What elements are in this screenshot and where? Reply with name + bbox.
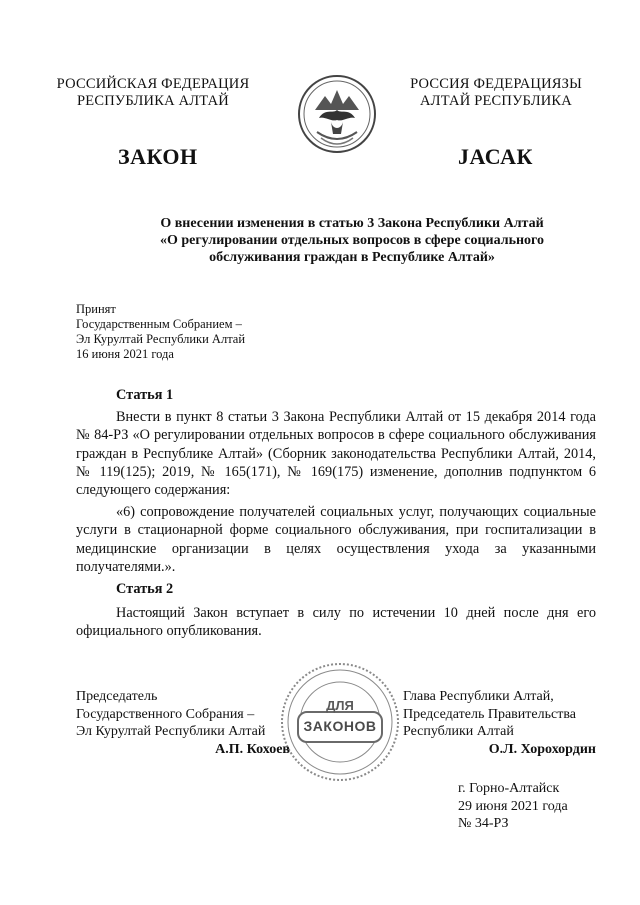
subject-line-3: обслуживания граждан в Республике Алтай»	[209, 250, 495, 265]
article-1-paragraph-2: «6) сопровождение получателей социальных услуг, получающих социальные услуги в стационарной форме социального обслуживания, при госпитализации в медицинские организации в целях осуществления ухода за указанными получателями.».	[76, 504, 596, 575]
adoption-line-3: Эл Курултай Республики Алтай	[76, 332, 246, 346]
footer-number: № 34-РЗ	[458, 816, 509, 831]
adoption-line-1: Принят	[76, 302, 116, 316]
subject-line-1: О внесении изменения в статью 3 Закона Республики Алтай	[160, 216, 544, 231]
stamp	[278, 660, 402, 784]
signature-left-line-1: Председатель	[76, 689, 158, 704]
article-2-paragraph-1: Настоящий Закон вступает в силу по истечении 10 дней после дня его официального опубликования.	[76, 605, 596, 640]
header-left-line-2: РЕСПУБЛИКА АЛТАЙ	[77, 93, 229, 109]
title-left: ЗАКОН	[118, 144, 198, 169]
signature-right	[403, 688, 596, 758]
coat-of-arms-emblem	[297, 74, 377, 154]
signature-left	[76, 688, 290, 758]
signature-left-line-3: Эл Курултай Республики Алтай	[76, 724, 266, 739]
stamp-text-top: ДЛЯ	[326, 698, 354, 713]
emblem-icon	[297, 74, 377, 154]
header-right	[398, 76, 594, 110]
footer-block	[458, 780, 608, 833]
signature-right-name: О.Л. Хорохордин	[488, 741, 596, 757]
adoption-block	[76, 302, 336, 362]
signature-left-name: А.П. Кохоев	[215, 741, 290, 757]
header-right-line-1: РОССИЯ ФЕДЕРАЦИЯЗЫ	[410, 76, 582, 92]
signature-right-line-2: Председатель Правительства	[403, 706, 576, 722]
subject-line-2: «О регулировании отдельных вопросов в сфере социального	[159, 233, 545, 248]
signature-left-line-2: Государственного Собрания –	[76, 706, 255, 722]
footer-city: г. Горно-Алтайск	[458, 781, 560, 796]
article-1-heading: Статья 1	[116, 387, 174, 403]
stamp-text-bottom: ЗАКОНОВ	[303, 718, 377, 734]
header-left-line-1: РОССИЙСКАЯ ФЕДЕРАЦИЯ	[56, 76, 250, 92]
title-right: ЈАСАК	[458, 144, 533, 169]
adoption-line-4: 16 июня 2021 года	[76, 347, 174, 361]
article-2-heading: Статья 2	[116, 581, 174, 597]
signature-right-line-3: Республики Алтай	[403, 724, 514, 739]
header-right-line-2: АЛТАЙ РЕСПУБЛИКА	[420, 93, 572, 109]
article-1-paragraph-1: Внести в пункт 8 статьи 3 Закона Республики Алтай от 15 декабря 2014 года № 84-РЗ «О регулировании отдельных вопросов в сфере социального обслуживания граждан в Республике Алтай» (Сборник законодательства Республики Алтай, 2014, № 119(125); 2019, № 165(171), № 169(175) изменение, дополнив подпунктом 6 следующего содержания:	[76, 409, 596, 499]
header-left	[48, 76, 258, 110]
footer-date: 29 июня 2021 года	[458, 798, 568, 814]
law-subject	[96, 215, 608, 266]
adoption-line-2: Государственным Собранием –	[76, 317, 242, 331]
signature-right-line-1: Глава Республики Алтай,	[403, 689, 554, 704]
